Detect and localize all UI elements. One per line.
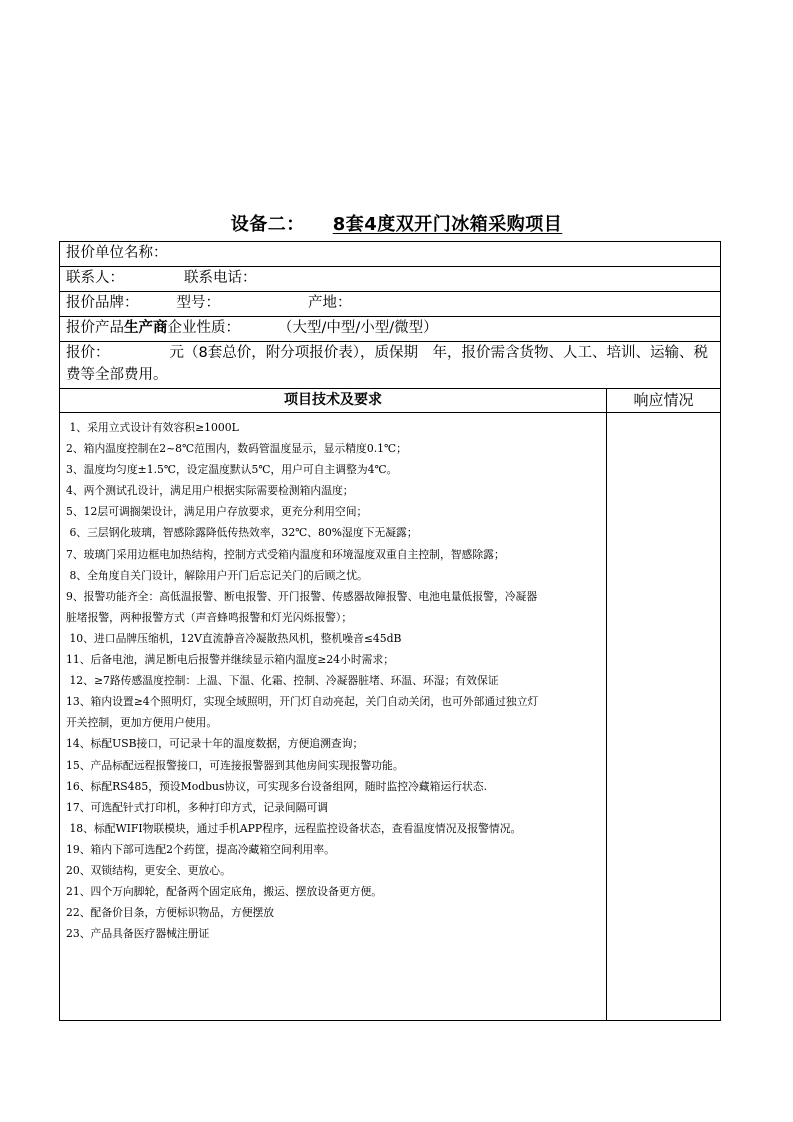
requirement-item: 12、≥7路传感温度控制：上温、下温、化霜、控制、冷凝器脏堵、环温、环湿；有效保证 — [66, 674, 499, 688]
quote-table — [59, 241, 721, 1021]
requirement-item: 2、箱内温度控制在2~8℃范围内，数码管温度显示，显示精度0.1℃； — [66, 442, 407, 456]
contact-label: 联系人： — [66, 270, 124, 286]
requirement-item: 22、配备价目条，方便标识物品，方便摆放 — [66, 906, 275, 920]
requirement-item: 4、两个测试孔设计，满足用户根据实际需要检测箱内温度； — [66, 484, 354, 498]
requirement-item: 15、产品标配远程报警接口，可连接报警器到其他房间实现报警功能。 — [66, 758, 404, 772]
requirement-item: 17、可选配针式打印机，多种打印方式，记录间隔可调 — [66, 800, 329, 814]
requirement-item: 9、报警功能齐全：高低温报警、断电报警、开门报警、传感器故障报警、电池电量低报警，冷凝器脏堵报警，两种报警方式（声音蜂鸣报警和灯光闪烁报警）； — [66, 589, 538, 624]
header-response: 响应情况 — [607, 389, 721, 413]
requirement-item: 23、产品具备医疗器械注册证 — [66, 927, 210, 941]
nature-row — [60, 317, 721, 342]
origin-label: 产地： — [308, 295, 352, 311]
nature-bold: 生产商 — [124, 320, 168, 336]
requirement-item: 20、双锁结构，更安全、更放心。 — [66, 863, 231, 877]
title-prefix: 设备二： — [230, 214, 305, 235]
requirement-item: 10、进口品牌压缩机，12V直流静音冷凝散热风机，整机噪音≤45dB — [66, 631, 402, 645]
nature-options: （大型/中型/小型/微型） — [278, 320, 438, 336]
contact-row — [60, 267, 721, 292]
title-name: 8套4度双开门冰箱采购项目 — [332, 214, 563, 235]
requirement-item: 5、12层可调搁架设计，满足用户存放要求，更充分利用空间； — [66, 505, 368, 519]
requirement-item: 16、标配RS485，预设Modbus协议，可实现多台设备组网，随时监控冷藏箱运行状态. — [66, 779, 488, 793]
requirement-item: 8、全角度自关门设计，解除用户开门后忘记关门的后顾之忧。 — [66, 568, 368, 582]
requirement-item: 13、箱内设置≥4个照明灯，实现全域照明，开门灯自动亮起，关门自动关闭，也可外部通过独立灯开关控制，更加方便用户使用。 — [66, 695, 539, 730]
price-text: 元（8套总价，附分项报价表），质保期 年，报价需含货物、人工、培训、运输、税费等全部费用。 — [66, 345, 708, 383]
brand-row — [60, 292, 721, 317]
unit-label: 报价单位名称： — [66, 245, 168, 261]
price-label: 报价： — [66, 345, 110, 361]
nature-prefix: 报价产品 — [66, 320, 124, 336]
requirement-item: 19、箱内下部可选配2个药筐，提高冷藏箱空间利用率。 — [66, 842, 335, 856]
requirement-item: 3、温度均匀度±1.5℃，设定温度默认5℃，用户可自主调整为4℃。 — [66, 463, 398, 477]
header-item: 项目技术及要求 — [60, 389, 607, 413]
requirement-item: 18、标配WIFI物联模块，通过手机APP程序，远程监控设备状态，查看温度情况及报警情况。 — [66, 821, 522, 835]
requirements-cell — [60, 413, 607, 1021]
page-title — [0, 210, 793, 236]
nature-suffix: 企业性质： — [167, 320, 240, 336]
brand-label: 报价品牌： — [66, 295, 139, 311]
requirement-item: 21、四个万向脚轮，配备两个固定底角，搬运、摆放设备更方便。 — [66, 885, 383, 899]
requirement-item: 6、三层钢化玻璃，智感除露降低传热效率，32℃、80%湿度下无凝露； — [66, 526, 418, 540]
phone-label: 联系电话： — [184, 270, 257, 286]
requirement-item: 14、标配USB接口，可记录十年的温度数据，方便追溯查询； — [66, 737, 364, 751]
unit-name-row — [60, 242, 721, 267]
model-label: 型号： — [176, 295, 220, 311]
price-row — [60, 342, 721, 389]
response-cell[interactable] — [607, 413, 721, 1021]
requirement-item: 7、玻璃门采用边框电加热结构，控制方式受箱内温度和环境湿度双重自主控制，智感除露； — [66, 547, 505, 561]
requirement-item: 1、采用立式设计有效容积≥1000L — [66, 421, 239, 434]
requirement-item: 11、后备电池，满足断电后报警并继续显示箱内温度≥24小时需求； — [66, 653, 395, 667]
